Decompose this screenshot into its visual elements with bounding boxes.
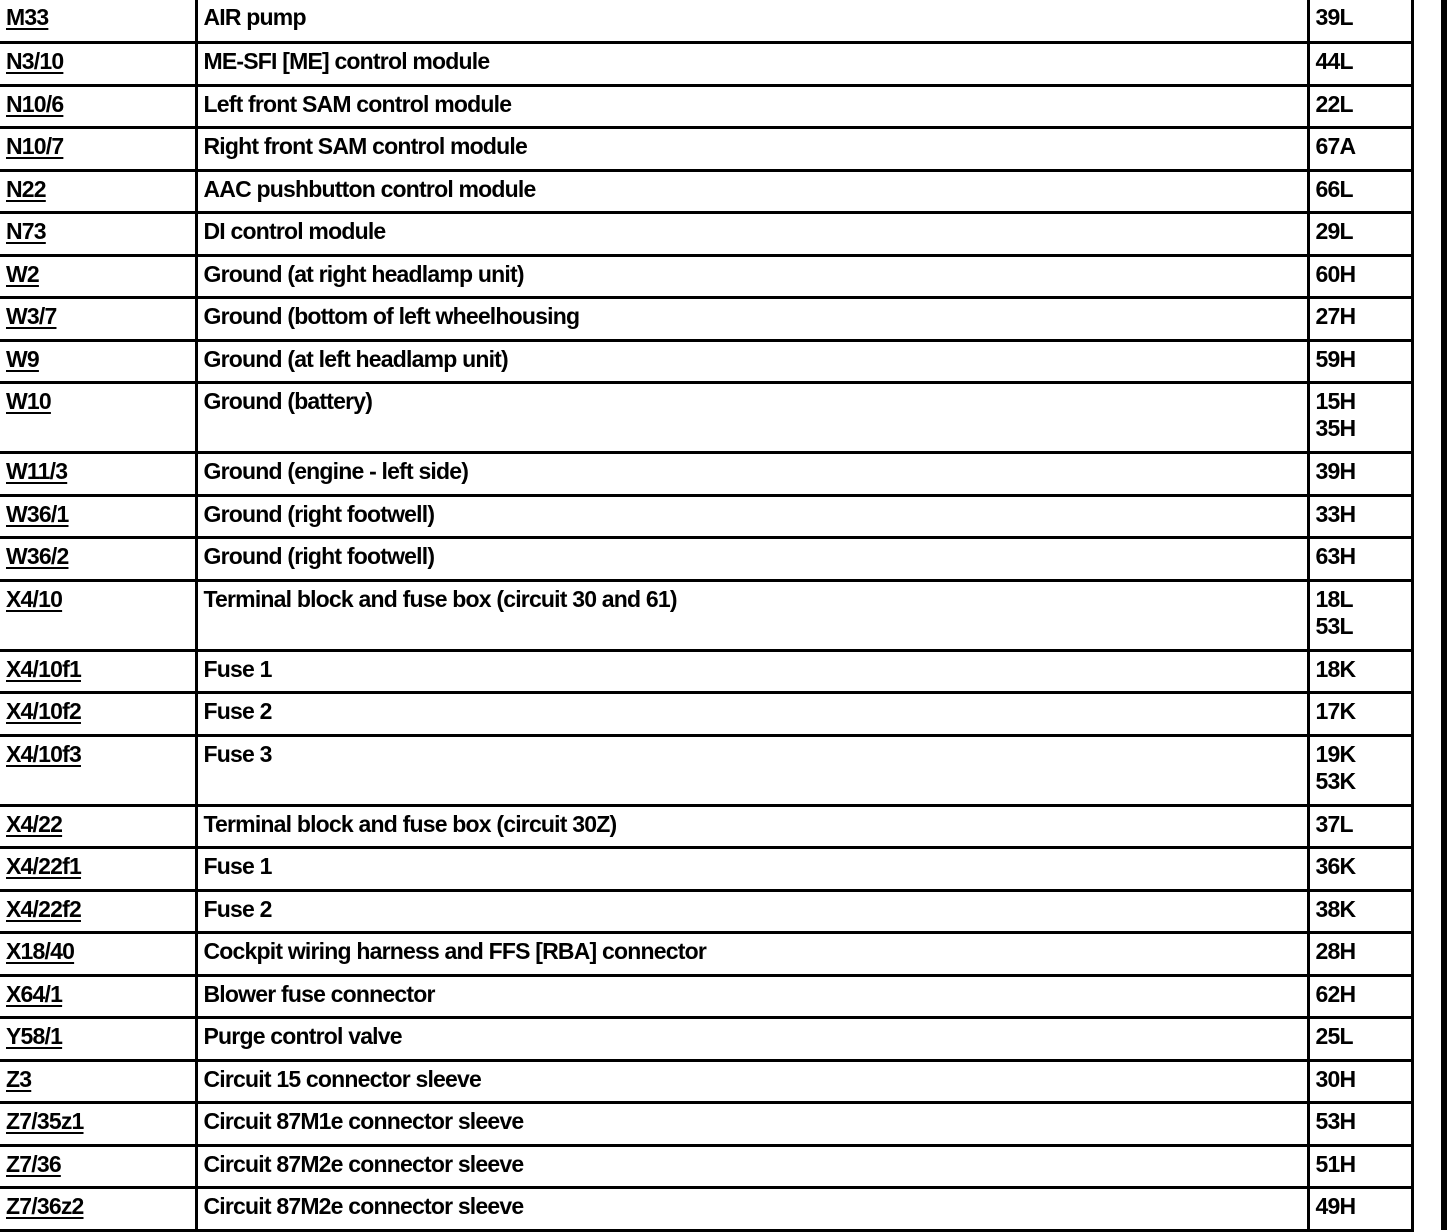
table-row bbox=[0, 1188, 1412, 1231]
component-code-link[interactable]: W3/7 bbox=[6, 303, 57, 329]
component-code-link[interactable]: W36/1 bbox=[6, 500, 69, 527]
component-code-cell bbox=[0, 383, 196, 453]
table-row bbox=[0, 0, 1412, 43]
grid-location: 39L bbox=[1315, 4, 1353, 30]
component-code-link[interactable]: X4/10f3 bbox=[6, 740, 81, 767]
component-code-cell bbox=[0, 1188, 196, 1231]
table-row bbox=[0, 1103, 1412, 1146]
component-description: Right front SAM control module bbox=[196, 128, 1308, 171]
component-code-link[interactable]: X64/1 bbox=[6, 980, 63, 1007]
component-code-cell bbox=[0, 735, 196, 805]
grid-location-cell bbox=[1308, 1103, 1412, 1146]
grid-location: 59H bbox=[1315, 345, 1356, 372]
table-row bbox=[0, 650, 1412, 693]
table-row bbox=[0, 805, 1412, 848]
component-code-cell bbox=[0, 340, 196, 383]
grid-location: 29L bbox=[1315, 218, 1353, 244]
component-description: Purge control valve bbox=[196, 1018, 1308, 1061]
component-code-link[interactable]: X4/10 bbox=[6, 585, 63, 612]
component-description: Circuit 87M2e connector sleeve bbox=[196, 1188, 1308, 1231]
grid-location: 49H bbox=[1315, 1193, 1356, 1219]
grid-location: 15H bbox=[1315, 388, 1356, 414]
component-code-cell bbox=[0, 580, 196, 650]
component-code-link[interactable]: X4/10f2 bbox=[6, 698, 81, 724]
table-row bbox=[0, 43, 1412, 86]
component-code-cell bbox=[0, 538, 196, 581]
component-description: DI control module bbox=[196, 213, 1308, 256]
table-row bbox=[0, 735, 1412, 805]
grid-location: 33H bbox=[1315, 500, 1356, 527]
grid-location: 39H bbox=[1315, 458, 1356, 484]
table-row bbox=[0, 213, 1412, 256]
component-description: Ground (right footwell) bbox=[196, 538, 1308, 581]
grid-location: 22L bbox=[1315, 90, 1353, 117]
component-description: Ground (engine - left side) bbox=[196, 453, 1308, 496]
table-row bbox=[0, 1018, 1412, 1061]
table-row bbox=[0, 890, 1412, 933]
component-description: Ground (bottom of left wheelhousing bbox=[196, 298, 1308, 341]
grid-location: 66L bbox=[1315, 175, 1353, 202]
grid-location-cell bbox=[1308, 85, 1412, 128]
grid-location-cell bbox=[1308, 735, 1412, 805]
grid-location: 36K bbox=[1315, 853, 1356, 879]
component-code-link[interactable]: X4/22f1 bbox=[6, 853, 81, 879]
table-row bbox=[0, 848, 1412, 891]
component-code-link[interactable]: Z7/35z1 bbox=[6, 1108, 84, 1134]
component-description: Fuse 2 bbox=[196, 890, 1308, 933]
component-code-cell bbox=[0, 890, 196, 933]
table-row bbox=[0, 1145, 1412, 1188]
component-description: AAC pushbutton control module bbox=[196, 170, 1308, 213]
grid-location-cell bbox=[1308, 1060, 1412, 1103]
table-row bbox=[0, 170, 1412, 213]
grid-location: 67A bbox=[1315, 133, 1356, 159]
grid-location-cell bbox=[1308, 1018, 1412, 1061]
component-code-link[interactable]: Z7/36z2 bbox=[6, 1193, 84, 1219]
grid-location-cell bbox=[1308, 693, 1412, 736]
table-row bbox=[0, 1060, 1412, 1103]
component-code-cell bbox=[0, 128, 196, 171]
component-code-link[interactable]: N10/7 bbox=[6, 133, 64, 159]
grid-location-cell bbox=[1308, 975, 1412, 1018]
component-code-link[interactable]: W36/2 bbox=[6, 543, 69, 569]
component-code-link[interactable]: W11/3 bbox=[6, 458, 68, 484]
component-description: Cockpit wiring harness and FFS [RBA] connector bbox=[196, 933, 1308, 976]
table-row bbox=[0, 975, 1412, 1018]
component-description: Terminal block and fuse box (circuit 30Z) bbox=[196, 805, 1308, 848]
component-code-link[interactable]: N22 bbox=[6, 175, 46, 202]
component-description: Left front SAM control module bbox=[196, 85, 1308, 128]
component-description: ME-SFI [ME] control module bbox=[196, 43, 1308, 86]
table-row bbox=[0, 495, 1412, 538]
component-code-link[interactable]: Z7/36 bbox=[6, 1150, 61, 1177]
component-code-link[interactable]: X18/40 bbox=[6, 938, 75, 964]
component-code-cell bbox=[0, 213, 196, 256]
component-code-cell bbox=[0, 650, 196, 693]
component-description: Terminal block and fuse box (circuit 30 and 61) bbox=[196, 580, 1308, 650]
grid-location: 53H bbox=[1315, 1108, 1356, 1134]
grid-location-cell bbox=[1308, 1145, 1412, 1188]
grid-location-cell bbox=[1308, 170, 1412, 213]
component-code-link[interactable]: X4/22 bbox=[6, 810, 63, 837]
grid-location: 51H bbox=[1315, 1150, 1356, 1177]
grid-location: 38K bbox=[1315, 895, 1356, 922]
table-row bbox=[0, 340, 1412, 383]
grid-location: 19K bbox=[1315, 740, 1356, 767]
component-code-cell bbox=[0, 255, 196, 298]
component-code-link[interactable]: W9 bbox=[6, 345, 39, 372]
grid-location: 44L bbox=[1315, 48, 1353, 74]
table-row bbox=[0, 933, 1412, 976]
grid-location-cell bbox=[1308, 933, 1412, 976]
grid-location: 60H bbox=[1315, 260, 1356, 287]
grid-location-cell bbox=[1308, 848, 1412, 891]
grid-location-cell bbox=[1308, 340, 1412, 383]
table-row bbox=[0, 693, 1412, 736]
component-description: Fuse 1 bbox=[196, 650, 1308, 693]
grid-location: 28H bbox=[1315, 938, 1356, 964]
grid-location: 27H bbox=[1315, 303, 1356, 329]
grid-location-cell bbox=[1308, 538, 1412, 581]
table-row bbox=[0, 255, 1412, 298]
grid-location-cell bbox=[1308, 128, 1412, 171]
grid-location: 35H bbox=[1315, 415, 1356, 441]
component-code-link[interactable]: N3/10 bbox=[6, 48, 64, 74]
component-description: Fuse 1 bbox=[196, 848, 1308, 891]
component-code-cell bbox=[0, 85, 196, 128]
table-row bbox=[0, 128, 1412, 171]
component-description: Fuse 2 bbox=[196, 693, 1308, 736]
component-code-cell bbox=[0, 1018, 196, 1061]
component-code-cell bbox=[0, 933, 196, 976]
component-code-cell bbox=[0, 170, 196, 213]
component-description: Circuit 15 connector sleeve bbox=[196, 1060, 1308, 1103]
table-row bbox=[0, 383, 1412, 453]
grid-location: 17K bbox=[1315, 698, 1356, 724]
component-code-cell bbox=[0, 805, 196, 848]
component-code-cell bbox=[0, 495, 196, 538]
grid-location-cell bbox=[1308, 298, 1412, 341]
grid-location-cell bbox=[1308, 213, 1412, 256]
grid-location-cell bbox=[1308, 805, 1412, 848]
component-code-cell bbox=[0, 693, 196, 736]
grid-location-cell bbox=[1308, 383, 1412, 453]
grid-location: 53L bbox=[1315, 612, 1353, 639]
component-code-link[interactable]: N10/6 bbox=[6, 90, 64, 117]
grid-location: 18L bbox=[1315, 585, 1353, 612]
component-code-link[interactable]: Y58/1 bbox=[6, 1023, 63, 1049]
component-description: Ground (battery) bbox=[196, 383, 1308, 453]
grid-location: 30H bbox=[1315, 1065, 1356, 1092]
grid-location-cell bbox=[1308, 495, 1412, 538]
grid-location: 62H bbox=[1315, 980, 1356, 1007]
component-code-cell bbox=[0, 0, 196, 43]
page-edge-bar bbox=[1441, 0, 1447, 1230]
grid-location-cell bbox=[1308, 255, 1412, 298]
component-description: AIR pump bbox=[196, 0, 1308, 43]
component-code-cell bbox=[0, 1103, 196, 1146]
component-description: Ground (at left headlamp unit) bbox=[196, 340, 1308, 383]
component-code-link[interactable]: W10 bbox=[6, 388, 51, 414]
table-row bbox=[0, 85, 1412, 128]
grid-location-cell bbox=[1308, 890, 1412, 933]
component-description: Circuit 87M2e connector sleeve bbox=[196, 1145, 1308, 1188]
component-code-link[interactable]: M33 bbox=[6, 4, 49, 30]
component-code-cell bbox=[0, 975, 196, 1018]
grid-location-cell bbox=[1308, 0, 1412, 43]
grid-location: 18K bbox=[1315, 655, 1356, 682]
grid-location: 37L bbox=[1315, 810, 1353, 837]
component-code-link[interactable]: Z3 bbox=[6, 1065, 32, 1092]
component-description: Blower fuse connector bbox=[196, 975, 1308, 1018]
component-code-link[interactable]: X4/22f2 bbox=[6, 895, 81, 922]
component-code-cell bbox=[0, 298, 196, 341]
component-description: Ground (at right headlamp unit) bbox=[196, 255, 1308, 298]
component-code-cell bbox=[0, 453, 196, 496]
grid-location: 63H bbox=[1315, 543, 1356, 569]
component-code-link[interactable]: X4/10f1 bbox=[6, 655, 81, 682]
grid-location-cell bbox=[1308, 580, 1412, 650]
grid-location-cell bbox=[1308, 43, 1412, 86]
component-description: Ground (right footwell) bbox=[196, 495, 1308, 538]
grid-location: 25L bbox=[1315, 1023, 1353, 1049]
component-code-cell bbox=[0, 848, 196, 891]
component-code-cell bbox=[0, 1145, 196, 1188]
grid-location-cell bbox=[1308, 453, 1412, 496]
grid-location-cell bbox=[1308, 1188, 1412, 1231]
component-description: Circuit 87M1e connector sleeve bbox=[196, 1103, 1308, 1146]
component-code-link[interactable]: W2 bbox=[6, 260, 39, 287]
table-row bbox=[0, 453, 1412, 496]
component-description: Fuse 3 bbox=[196, 735, 1308, 805]
table-row bbox=[0, 298, 1412, 341]
component-code-cell bbox=[0, 1060, 196, 1103]
grid-location-cell bbox=[1308, 650, 1412, 693]
component-code-link[interactable]: N73 bbox=[6, 218, 46, 244]
table-row bbox=[0, 580, 1412, 650]
grid-location: 53K bbox=[1315, 767, 1356, 794]
component-code-cell bbox=[0, 43, 196, 86]
table-row bbox=[0, 538, 1412, 581]
